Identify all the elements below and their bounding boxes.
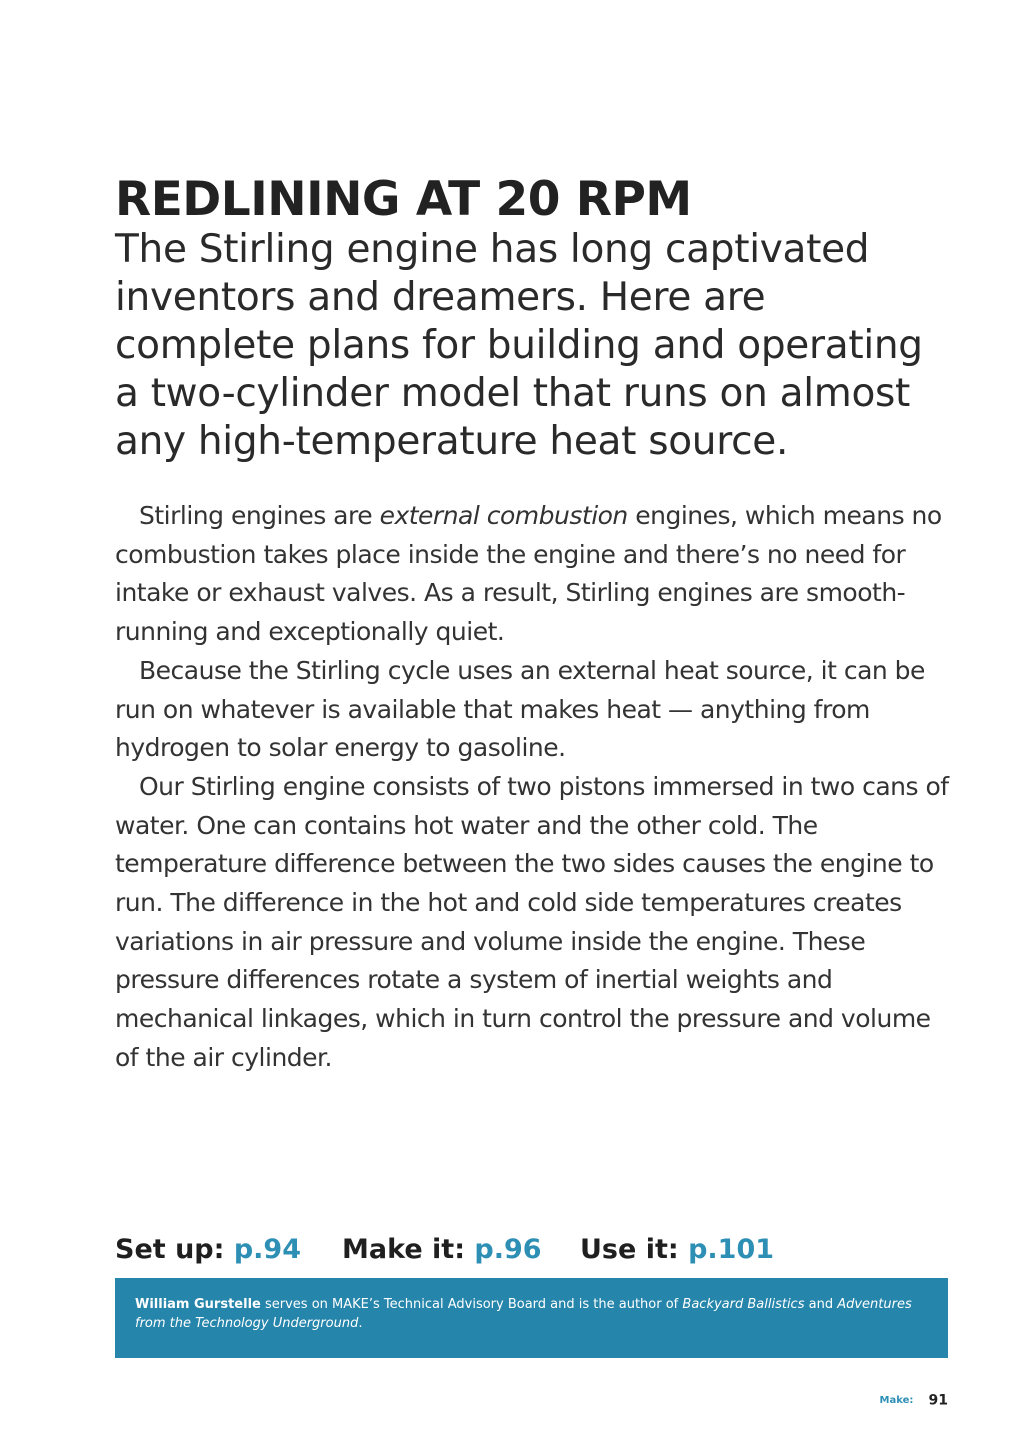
headline: REDLINING AT 20 RPM: [115, 172, 692, 227]
paragraph-1-end: engines, which means no combustion takes place inside the engine and there’s no need for intake or exhaust valves. As a result, Stirling engines are smooth-running and exceptionally quiet.: [115, 501, 942, 647]
paragraph-1-emphasis: external combustion: [379, 501, 628, 530]
author-name: William Gurstelle: [135, 1297, 261, 1312]
section-setup[interactable]: [115, 1230, 301, 1270]
section-use-page[interactable]: p.101: [688, 1234, 775, 1265]
bio-text-2: and: [804, 1297, 838, 1312]
bio-book-2: Adventures from the Technology Underground: [135, 1297, 912, 1331]
page-number: 91: [928, 1392, 948, 1409]
bio-book-1: Backyard Ballistics: [682, 1297, 805, 1312]
page-footer: [880, 1390, 948, 1410]
section-make-label: Make it:: [342, 1234, 465, 1265]
author-bio-box: [115, 1278, 948, 1358]
bio-text-1: serves on MAKE’s Technical Advisory Board and is the author of: [260, 1297, 683, 1312]
article-body: [115, 497, 955, 1078]
dek-subtitle: The Stirling engine has long captivated inventors and dreamers. Here are complete plans for building and operating a two-cylinder model that runs on almost any high-temperature heat source.: [115, 227, 923, 464]
section-setup-label: Set up:: [115, 1234, 225, 1265]
section-make[interactable]: [342, 1230, 542, 1270]
section-make-page[interactable]: p.96: [474, 1234, 542, 1265]
section-use[interactable]: [580, 1230, 774, 1270]
paragraph-3: Our Stirling engine consists of two pistons immersed in two cans of water. One can contains hot water and the other cold. The temperature difference between the two sides causes the engine to run. The difference in the hot and cold side temperatures creates variations in air pressure and volume inside the engine. These pressure differences rotate a system of inertial weights and mechanical linkages, which in turn control the pressure and volume of the air cylinder.: [115, 771, 949, 1072]
bio-text-3: .: [358, 1316, 363, 1331]
paragraph-1-start: Stirling engines are: [139, 501, 380, 530]
paragraph-2: Because the Stirling cycle uses an external heat source, it can be run on whatever is available that makes heat — anything from hydrogen to solar energy to gasoline.: [115, 655, 925, 763]
paragraph-1: [115, 497, 955, 652]
footer-brand: Make:: [879, 1395, 914, 1406]
section-setup-page[interactable]: p.94: [233, 1234, 301, 1265]
section-use-label: Use it:: [580, 1234, 679, 1265]
